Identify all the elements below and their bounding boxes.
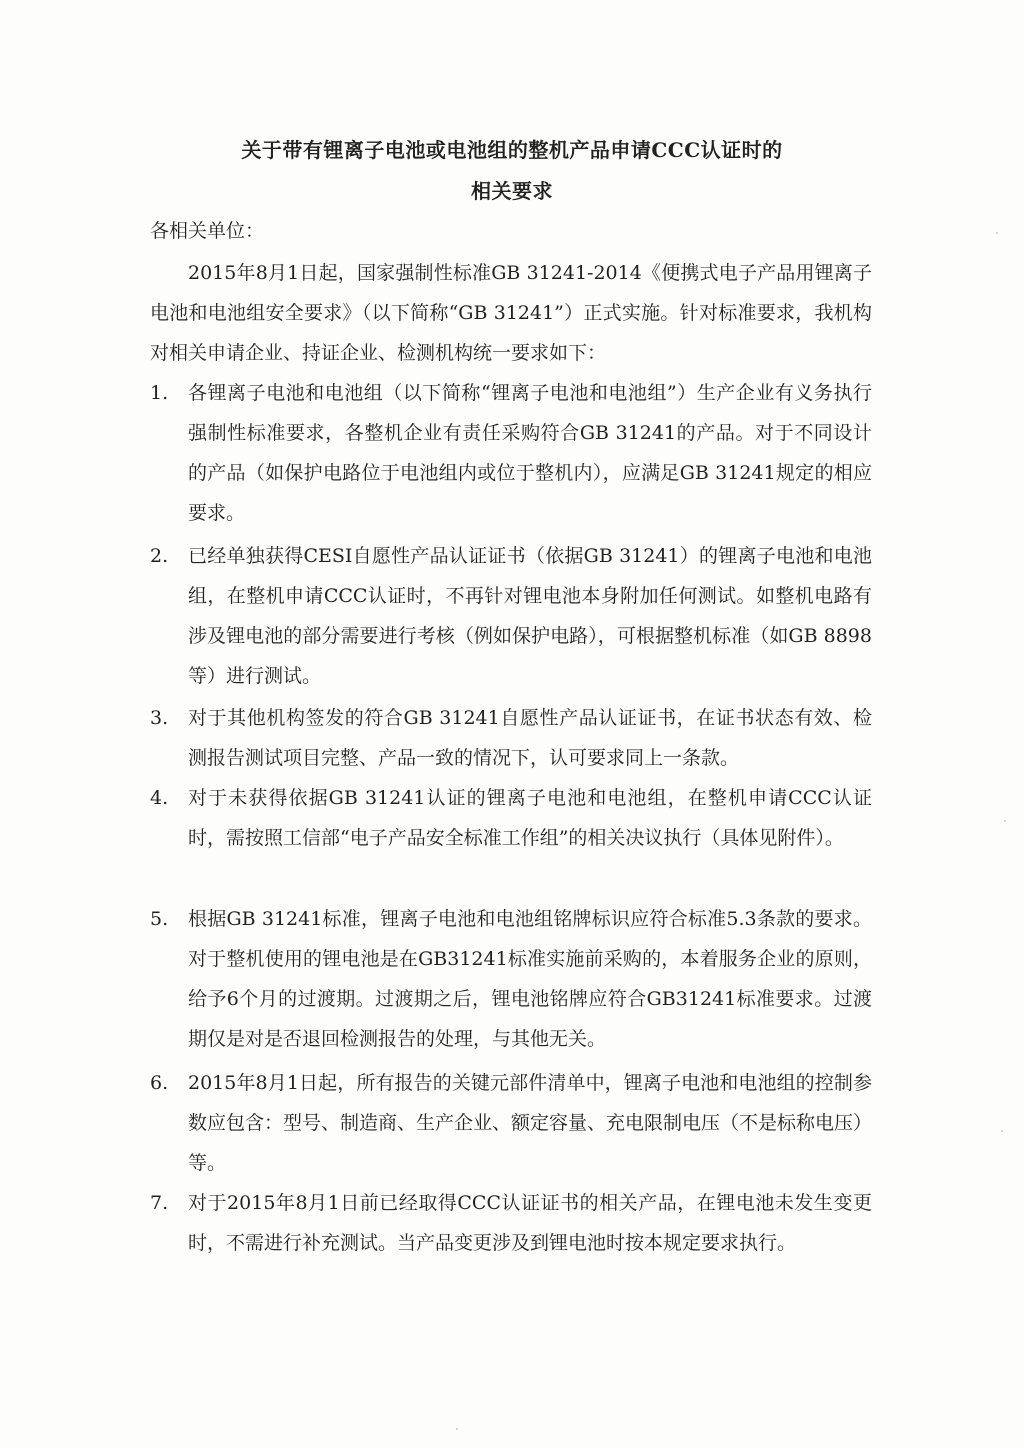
list-item [150, 899, 872, 1059]
scan-speck [1001, 1130, 1003, 1132]
list-item-number: 4. [150, 787, 169, 809]
list-item [150, 1183, 872, 1263]
list-item-text: 2015年8月1日起，所有报告的关键元部件清单中，锂离子电池和电池组的控制参数应包含：型号、制造商、生产企业、额定容量、充电限制电压（不是标称电压）等。 [188, 1072, 873, 1174]
list-item-text: 根据GB 31241标准，锂离子电池和电池组铭牌标识应符合标准5.3条款的要求。对于整机使用的锂电池是在GB31241标准实施前采购的，本着服务企业的原则，给予6个月的过渡期。过渡期之后，锂电池铭牌应符合GB31241标准要求。过渡期仅是对是否退回检测报告的处理，与其他无关。 [188, 908, 872, 1050]
list-item-text: 对于未获得依据GB 31241认证的锂离子电池和电池组，在整机申请CCC认证时，需按照工信部“电子产品安全标准工作组”的相关决议执行（具体见附件）。 [188, 787, 872, 849]
list-item-number: 3. [150, 707, 169, 729]
list-item-text: 已经单独获得CESI自愿性产品认证证书（依据GB 31241）的锂离子电池和电池组，在整机申请CCC认证时，不再针对锂电池本身附加任何测试。如整机电路有涉及锂电池的部分需要进行考核（例如保护电路），可根据整机标准（如GB 8898等）进行测试。 [188, 545, 872, 687]
list-item-text: 对于其他机构签发的符合GB 31241自愿性产品认证证书，在证书状态有效、检测报告测试项目完整、产品一致的情况下，认可要求同上一条款。 [188, 707, 872, 769]
scan-speck [456, 1428, 458, 1430]
list-item [150, 373, 872, 533]
intro-paragraph: 2015年8月1日起，国家强制性标准GB 31241-2014《便携式电子产品用锂离子电池和电池组安全要求》（以下简称“GB 31241”）正式实施。针对标准要求，我机构对相关申请企业、持证企业、检测机构统一要求如下： [150, 262, 872, 364]
list-item [150, 698, 872, 778]
document-title-line-2: 相关要求 [471, 179, 553, 203]
list-item [150, 1063, 872, 1183]
scan-speck [1004, 820, 1006, 822]
document-title-line-1: 关于带有锂离子电池或电池组的整机产品申请CCC认证时的 [241, 138, 783, 162]
salutation: 各相关单位： [150, 220, 265, 242]
list-item [150, 778, 872, 858]
list-item-number: 1. [150, 382, 169, 404]
list-item-number: 7. [150, 1192, 169, 1214]
scan-speck [996, 232, 998, 234]
list-item-text: 各锂离子电池和电池组（以下简称“锂离子电池和电池组”）生产企业有义务执行强制性标准要求，各整机企业有责任采购符合GB 31241的产品。对于不同设计的产品（如保护电路位于电池组内或位于整机内），应满足GB 31241规定的相应要求。 [188, 382, 872, 524]
list-item-text: 对于2015年8月1日前已经取得CCC认证证书的相关产品，在锂电池未发生变更时，不需进行补充测试。当产品变更涉及到锂电池时按本规定要求执行。 [188, 1192, 872, 1254]
list-item [150, 536, 872, 696]
list-item-number: 6. [150, 1072, 169, 1094]
list-item-number: 2. [150, 545, 169, 567]
list-item-number: 5. [150, 908, 169, 930]
